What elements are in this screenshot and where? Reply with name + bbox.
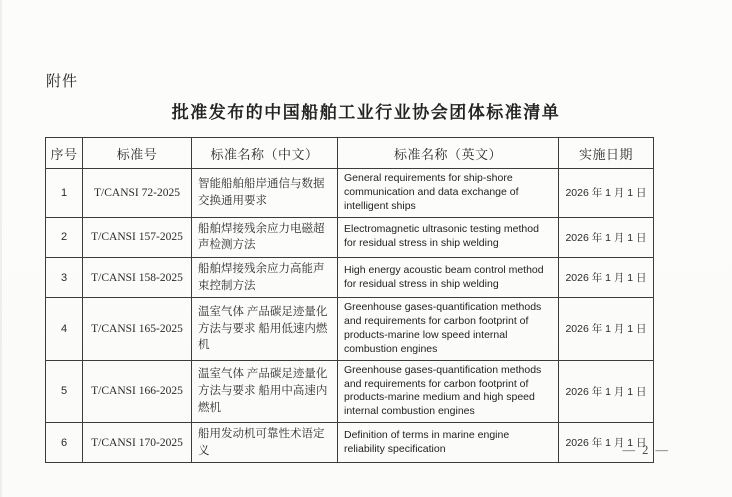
- table-header-row: [46, 138, 654, 169]
- cell-standard-code: T/CANSI 72-2025: [83, 169, 192, 218]
- cell-name-cn: 温室气体 产品碳足迹量化方法与要求 船用中高速内燃机: [192, 360, 338, 422]
- cell-name-cn: 智能船舶船岸通信与数据交换通用要求: [192, 169, 338, 218]
- cell-standard-code: T/CANSI 157-2025: [83, 217, 192, 257]
- page-number: — 2 —: [622, 443, 670, 457]
- cell-date: 2026 年 1 月 1 日: [559, 298, 654, 360]
- table-row: [46, 257, 654, 297]
- cell-name-en: Definition of terms in marine engine reliability specification: [338, 423, 559, 463]
- standards-table: [45, 137, 654, 463]
- table-row: [46, 360, 654, 422]
- cell-name-cn: 船舶焊接残余应力电磁超声检测方法: [192, 217, 338, 257]
- column-header-name-cn: 标准名称（中文）: [192, 138, 338, 169]
- cell-standard-code: T/CANSI 166-2025: [83, 360, 192, 422]
- cell-index: 2: [46, 217, 83, 257]
- cell-date: 2026 年 1 月 1 日: [559, 257, 654, 297]
- cell-date: 2026 年 1 月 1 日: [559, 360, 654, 422]
- cell-name-cn: 温室气体 产品碳足迹量化方法与要求 船用低速内燃机: [192, 298, 338, 360]
- scan-edge-shadow: [0, 0, 2, 497]
- column-header-no: 序号: [46, 138, 83, 169]
- table-row: [46, 169, 654, 218]
- cell-name-en: Greenhouse gases-quantification methods and requirements for carbon footprint of products-marine low speed internal combustion engines: [338, 298, 559, 360]
- cell-index: 6: [46, 423, 83, 463]
- cell-name-cn: 船用发动机可靠性术语定义: [192, 423, 338, 463]
- cell-date: 2026 年 1 月 1 日: [559, 217, 654, 257]
- cell-name-cn: 船舶焊接残余应力高能声束控制方法: [192, 257, 338, 297]
- cell-name-en: High energy acoustic beam control method for residual stress in ship welding: [338, 257, 559, 297]
- cell-index: 4: [46, 298, 83, 360]
- column-header-name-en: 标准名称（英文）: [338, 138, 559, 169]
- cell-standard-code: T/CANSI 158-2025: [83, 257, 192, 297]
- cell-standard-code: T/CANSI 165-2025: [83, 298, 192, 360]
- table-row: [46, 217, 654, 257]
- cell-standard-code: T/CANSI 170-2025: [83, 423, 192, 463]
- page-title: 批准发布的中国船舶工业行业协会团体标准清单: [171, 103, 561, 122]
- table-row: [46, 298, 654, 360]
- cell-name-en: Greenhouse gases-quantification methods and requirements for carbon footprint of products-marine medium and high speed internal combustion engines: [338, 360, 559, 422]
- column-header-date: 实施日期: [559, 138, 654, 169]
- attachment-label: 附件: [46, 74, 79, 90]
- cell-index: 5: [46, 360, 83, 422]
- cell-date: 2026 年 1 月 1 日: [559, 423, 654, 463]
- cell-name-en: Electromagnetic ultrasonic testing method for residual stress in ship welding: [338, 217, 559, 257]
- table-row: [46, 423, 654, 463]
- cell-date: 2026 年 1 月 1 日: [559, 169, 654, 218]
- column-header-code: 标准号: [83, 138, 192, 169]
- cell-index: 1: [46, 169, 83, 218]
- cell-index: 3: [46, 257, 83, 297]
- cell-name-en: General requirements for ship-shore communication and data exchange of intelligent ships: [338, 169, 559, 218]
